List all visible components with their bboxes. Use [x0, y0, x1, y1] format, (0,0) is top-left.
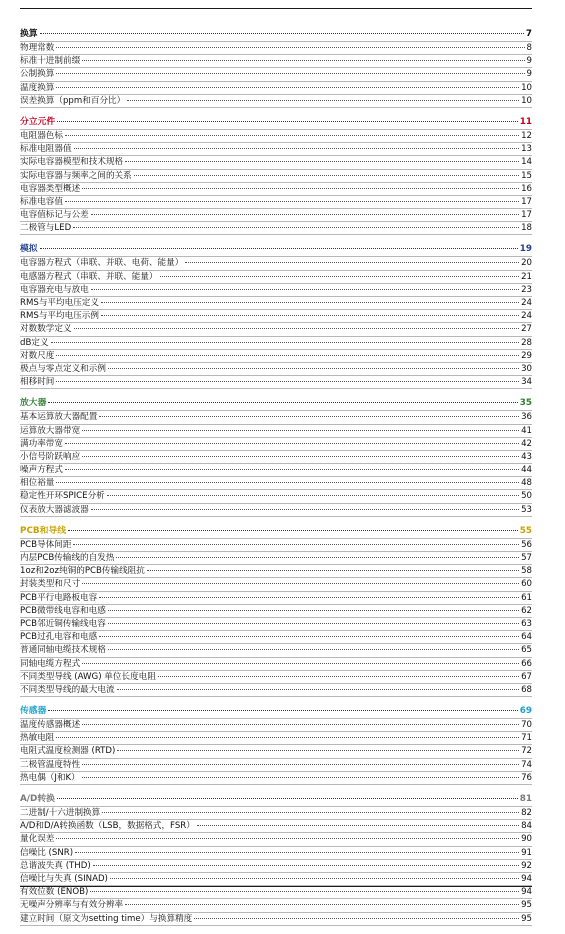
dot-leader — [82, 583, 519, 584]
entry-label: 不同类型导线 (AWG) 单位长度电阻 — [20, 671, 156, 682]
toc-entry[interactable] — [20, 886, 532, 899]
toc-entry[interactable] — [20, 820, 532, 833]
entry-page-number: 95 — [521, 900, 532, 911]
entry-label: 相位裕量 — [20, 478, 55, 489]
dot-leader — [65, 443, 519, 444]
section-page-number: 81 — [519, 794, 532, 804]
entry-page-number: 53 — [521, 504, 532, 515]
entry-label: 电感器方程式（串联、并联、能量） — [20, 271, 158, 282]
entry-label: PCB平行电路板电容 — [20, 592, 98, 603]
entry-label: A/D和D/A转换函数（LSB，数据格式，FSR） — [20, 821, 195, 832]
entry-page-number: 48 — [521, 478, 532, 489]
toc-entry[interactable] — [20, 55, 532, 68]
entry-label: 稳定性开环SPICE分析 — [20, 491, 105, 502]
entry-page-number: 27 — [521, 324, 532, 335]
entry-label: 电阻式温度检测器 (RTD) — [20, 746, 116, 757]
toc-section — [20, 525, 532, 697]
entry-label: 无噪声分辨率与有效分辨率 — [20, 900, 124, 911]
entry-page-number: 36 — [521, 412, 532, 423]
dot-leader — [82, 456, 519, 457]
toc-entry[interactable] — [20, 464, 532, 477]
section-title: 换算 — [20, 29, 38, 39]
table-of-contents — [20, 28, 532, 934]
toc-entry[interactable] — [20, 732, 532, 745]
section-page-number: 35 — [519, 398, 532, 409]
entry-page-number: 9 — [526, 69, 532, 80]
entry-label: 运算放大器带宽 — [20, 425, 81, 436]
entry-page-number: 17 — [521, 210, 532, 221]
section-header[interactable] — [20, 793, 532, 807]
toc-entry[interactable] — [20, 592, 532, 605]
entry-label: 噪声方程式 — [20, 465, 63, 476]
entry-page-number: 18 — [521, 223, 532, 234]
section-header[interactable] — [20, 397, 532, 411]
entry-page-number: 65 — [521, 645, 532, 656]
entry-page-number: 20 — [521, 258, 532, 269]
entry-page-number: 95 — [521, 913, 532, 924]
dot-leader — [117, 750, 519, 751]
entry-label: 电容器类型概述 — [20, 183, 81, 194]
toc-section — [20, 705, 532, 785]
entry-page-number: 28 — [521, 337, 532, 348]
entry-label: 热电偶（J和K） — [20, 772, 80, 783]
toc-entry[interactable] — [20, 745, 532, 758]
toc-entry[interactable] — [20, 196, 532, 209]
toc-entry[interactable] — [20, 337, 532, 350]
dot-leader — [56, 73, 524, 74]
dot-leader — [116, 557, 519, 558]
entry-label: 有效位数 (ENOB) — [20, 887, 89, 898]
toc-entry[interactable] — [20, 95, 532, 108]
entry-label: PCB微带线电容和电感 — [20, 605, 106, 616]
entry-label: 相移时间 — [20, 377, 55, 388]
entry-label: 电容值标记与公差 — [20, 210, 89, 221]
toc-entry[interactable] — [20, 873, 532, 886]
entry-label: 基本运算放大器配置 — [20, 412, 98, 423]
entry-label: 信噪比 (SNR) — [20, 847, 74, 858]
dot-leader — [57, 121, 518, 122]
entry-page-number: 24 — [521, 311, 532, 322]
toc-entry[interactable] — [20, 719, 532, 732]
section-title: 传感器 — [20, 706, 47, 717]
entry-page-number: 58 — [521, 566, 532, 577]
toc-entry[interactable] — [20, 257, 532, 270]
toc-entry[interactable] — [20, 425, 532, 438]
dot-leader — [65, 469, 519, 470]
dot-leader — [91, 214, 519, 215]
dot-leader — [134, 175, 519, 176]
entry-page-number: 14 — [521, 157, 532, 168]
dot-leader — [82, 777, 519, 778]
section-header[interactable] — [20, 243, 532, 257]
entry-page-number: 61 — [521, 592, 532, 603]
dot-leader — [101, 315, 519, 316]
dot-leader — [102, 812, 519, 813]
entry-page-number: 15 — [521, 170, 532, 181]
entry-label: 不同类型导线的最大电流 — [20, 684, 115, 695]
toc-entry[interactable] — [20, 310, 532, 323]
dot-leader — [65, 135, 519, 136]
entry-page-number: 29 — [521, 350, 532, 361]
toc-section — [20, 397, 532, 517]
entry-label: 误差换算（ppm和百分比） — [20, 95, 126, 106]
dot-leader — [82, 430, 519, 431]
entry-page-number: 44 — [521, 465, 532, 476]
entry-label: 电容器方程式（串联、并联、电荷、能量） — [20, 258, 184, 269]
dot-leader — [110, 878, 519, 879]
toc-entry[interactable] — [20, 284, 532, 297]
toc-entry[interactable] — [20, 860, 532, 873]
dot-leader — [108, 649, 519, 650]
section-header[interactable] — [20, 705, 532, 719]
entry-label: PCB导体间距 — [20, 539, 72, 550]
entry-label: 物理常数 — [20, 43, 55, 53]
dot-leader — [65, 201, 519, 202]
entry-label: 普通同轴电缆技术规格 — [20, 645, 106, 656]
dot-leader — [56, 381, 519, 382]
entry-label: 建立时间（原文为setting time）与换算精度 — [20, 913, 193, 924]
entry-page-number: 90 — [521, 834, 532, 845]
entry-label: 实际电容器与频率之间的关系 — [20, 170, 132, 181]
toc-entry[interactable] — [20, 759, 532, 772]
dot-leader — [93, 865, 519, 866]
dot-leader — [117, 689, 520, 690]
entry-page-number: 16 — [521, 183, 532, 194]
toc-entry[interactable] — [20, 833, 532, 846]
entry-page-number: 91 — [521, 847, 532, 858]
entry-page-number: 50 — [521, 491, 532, 502]
entry-label: 封装类型和尺寸 — [20, 579, 81, 590]
dot-leader — [107, 495, 519, 496]
entry-label: dB定义 — [20, 337, 49, 348]
entry-label: 极点与零点定义和示例 — [20, 363, 106, 374]
toc-entry[interactable] — [20, 847, 532, 860]
entry-page-number: 41 — [521, 425, 532, 436]
entry-page-number: 42 — [521, 438, 532, 449]
dot-leader — [91, 509, 519, 510]
toc-entry[interactable] — [20, 82, 532, 95]
entry-label: 二极管与LED — [20, 223, 72, 234]
top-rule — [20, 8, 532, 9]
entry-label: 1oz和2oz纯铜的PCB传输线阻抗 — [20, 566, 145, 577]
dot-leader — [82, 724, 519, 725]
section-page-number: 11 — [519, 116, 532, 127]
section-page-number: 19 — [519, 244, 532, 255]
entry-label: 实际电容器模型和技术规格 — [20, 157, 124, 168]
dot-leader — [125, 161, 519, 162]
entry-page-number: 68 — [521, 684, 532, 695]
entry-page-number: 72 — [521, 746, 532, 757]
entry-page-number: 56 — [521, 539, 532, 550]
entry-label: 二极管温度特性 — [20, 759, 81, 770]
entry-page-number: 17 — [521, 196, 532, 207]
entry-label: 总谐波失真 (THD) — [20, 860, 91, 871]
dot-leader — [56, 47, 524, 48]
toc-entry[interactable] — [20, 552, 532, 565]
entry-label: PCB邻近铜传输线电容 — [20, 618, 106, 629]
dot-leader — [73, 544, 519, 545]
entry-label: PCB过孔电容和电感 — [20, 632, 98, 643]
toc-entry[interactable] — [20, 156, 532, 169]
entry-page-number: 23 — [521, 284, 532, 295]
entry-page-number: 57 — [521, 553, 532, 563]
entry-label: 小信号阶跃响应 — [20, 451, 81, 462]
dot-leader — [68, 530, 518, 531]
section-header[interactable] — [20, 116, 532, 130]
entry-label: 对数尺度 — [20, 350, 55, 361]
dot-leader — [73, 227, 519, 228]
entry-page-number: 82 — [521, 808, 532, 818]
toc-entry[interactable] — [20, 297, 532, 310]
toc-entry[interactable] — [20, 143, 532, 156]
toc-entry[interactable] — [20, 671, 532, 684]
toc-entry[interactable] — [20, 183, 532, 196]
dot-leader — [56, 87, 519, 88]
entry-label: 电阻器色标 — [20, 130, 63, 141]
dot-leader — [108, 368, 519, 369]
dot-leader — [74, 148, 519, 149]
dot-leader — [56, 737, 519, 738]
entry-page-number: 43 — [521, 451, 532, 462]
entry-page-number: 21 — [521, 271, 532, 282]
entry-page-number: 13 — [521, 144, 532, 155]
entry-page-number: 60 — [521, 579, 532, 590]
entry-page-number: 34 — [521, 377, 532, 388]
dot-leader — [56, 838, 519, 839]
toc-entry[interactable] — [20, 438, 532, 451]
dot-leader — [160, 276, 520, 277]
entry-page-number: 10 — [521, 95, 532, 106]
section-page-number: 69 — [519, 706, 532, 717]
entry-page-number: 70 — [521, 720, 532, 731]
dot-leader — [75, 852, 519, 853]
toc-entry[interactable] — [20, 539, 532, 552]
entry-page-number: 74 — [521, 759, 532, 770]
entry-page-number: 9 — [526, 56, 532, 67]
entry-label: 电容器充电与放电 — [20, 284, 89, 295]
toc-entry[interactable] — [20, 913, 532, 926]
toc-entry[interactable] — [20, 644, 532, 657]
entry-label: 信噪比与失真 (SINAD) — [20, 873, 108, 884]
entry-label: 对数数学定义 — [20, 324, 72, 335]
toc-entry[interactable] — [20, 807, 532, 820]
dot-leader — [40, 33, 524, 34]
dot-leader — [56, 355, 519, 356]
section-title: 模拟 — [20, 244, 38, 255]
entry-label: 二进制/十六进制换算 — [20, 808, 101, 818]
section-title: 放大器 — [20, 398, 47, 409]
dot-leader — [101, 302, 519, 303]
dot-leader — [56, 482, 519, 483]
toc-entry[interactable] — [20, 170, 532, 183]
toc-entry[interactable] — [20, 209, 532, 222]
toc-entry[interactable] — [20, 271, 532, 284]
entry-label: 标准电容值 — [20, 196, 63, 207]
entry-label: 满功率带宽 — [20, 438, 63, 449]
entry-label: 温度换算 — [20, 82, 55, 93]
entry-page-number: 30 — [521, 363, 532, 374]
toc-entry[interactable] — [20, 477, 532, 490]
dot-leader — [127, 100, 519, 101]
dot-leader — [194, 918, 519, 919]
dot-leader — [48, 710, 517, 711]
entry-page-number: 71 — [521, 733, 532, 744]
entry-label: 量化误差 — [20, 834, 55, 845]
toc-entry[interactable] — [20, 411, 532, 424]
toc-entry[interactable] — [20, 451, 532, 464]
section-page-number: 7 — [525, 29, 532, 39]
entry-page-number: 94 — [521, 887, 532, 898]
toc-entry[interactable] — [20, 658, 532, 671]
dot-leader — [90, 891, 519, 892]
toc-entry[interactable] — [20, 350, 532, 363]
toc-entry[interactable] — [20, 323, 532, 336]
entry-page-number: 24 — [521, 298, 532, 308]
toc-entry[interactable] — [20, 631, 532, 644]
section-title: 分立元件 — [20, 116, 56, 127]
entry-page-number: 76 — [521, 772, 532, 783]
entry-label: RMS与平均电压定义 — [20, 298, 99, 308]
entry-label: 公制换算 — [20, 69, 55, 80]
entry-page-number: 62 — [521, 605, 532, 616]
toc-entry[interactable] — [20, 618, 532, 631]
entry-page-number: 63 — [521, 618, 532, 629]
toc-entry[interactable] — [20, 772, 532, 785]
toc-entry[interactable] — [20, 222, 532, 235]
dot-leader — [82, 764, 519, 765]
entry-page-number: 67 — [521, 671, 532, 682]
section-header[interactable] — [20, 525, 532, 539]
section-header[interactable] — [20, 28, 532, 42]
dot-leader — [108, 610, 519, 611]
dot-leader — [48, 402, 517, 403]
dot-leader — [74, 328, 519, 329]
toc-section — [20, 116, 532, 236]
toc-section — [20, 243, 532, 389]
dot-leader — [99, 636, 519, 637]
entry-page-number: 66 — [521, 658, 532, 669]
section-title: A/D转换 — [20, 794, 55, 804]
dot-leader — [125, 904, 519, 905]
dot-leader — [82, 60, 524, 61]
entry-label: 标准电阻器值 — [20, 144, 72, 155]
entry-page-number: 8 — [526, 43, 532, 53]
toc-entry[interactable] — [20, 42, 532, 55]
entry-label: 温度传感器概述 — [20, 720, 81, 731]
dot-leader — [185, 262, 519, 263]
entry-page-number: 64 — [521, 632, 532, 643]
entry-page-number: 92 — [521, 860, 532, 871]
toc-section — [20, 793, 532, 926]
dot-leader — [158, 676, 519, 677]
toc-entry[interactable] — [20, 684, 532, 697]
dot-leader — [57, 798, 518, 799]
dot-leader — [108, 623, 519, 624]
toc-entry[interactable] — [20, 130, 532, 143]
entry-label: 热敏电阻 — [20, 733, 55, 744]
dot-leader — [197, 825, 519, 826]
entry-label: RMS与平均电压示例 — [20, 311, 99, 322]
dot-leader — [82, 188, 519, 189]
dot-leader — [99, 597, 519, 598]
entry-label: 内层PCB传输线的自发热 — [20, 553, 115, 563]
bottom-rule — [20, 886, 532, 887]
toc-entry[interactable] — [20, 68, 532, 81]
entry-page-number: 94 — [521, 873, 532, 884]
entry-label: 标准十进制前缀 — [20, 56, 81, 67]
entry-page-number: 12 — [521, 130, 532, 141]
toc-section — [20, 28, 532, 108]
dot-leader — [82, 663, 519, 664]
section-title: PCB和导线 — [20, 525, 66, 536]
dot-leader — [99, 416, 519, 417]
dot-leader — [51, 342, 520, 343]
toc-entry[interactable] — [20, 578, 532, 591]
toc-entry[interactable] — [20, 899, 532, 912]
entry-page-number: 10 — [521, 82, 532, 93]
toc-entry[interactable] — [20, 605, 532, 618]
entry-label: 同轴电缆方程式 — [20, 658, 81, 669]
toc-entry[interactable] — [20, 565, 532, 578]
toc-entry[interactable] — [20, 376, 532, 389]
toc-entry[interactable] — [20, 504, 532, 517]
dot-leader — [91, 289, 519, 290]
dot-leader — [40, 248, 518, 249]
toc-entry[interactable] — [20, 490, 532, 503]
toc-entry[interactable] — [20, 363, 532, 376]
entry-page-number: 84 — [521, 821, 532, 832]
entry-label: 仪表放大器滤波器 — [20, 504, 89, 515]
dot-leader — [147, 570, 519, 571]
section-page-number: 55 — [519, 525, 532, 536]
